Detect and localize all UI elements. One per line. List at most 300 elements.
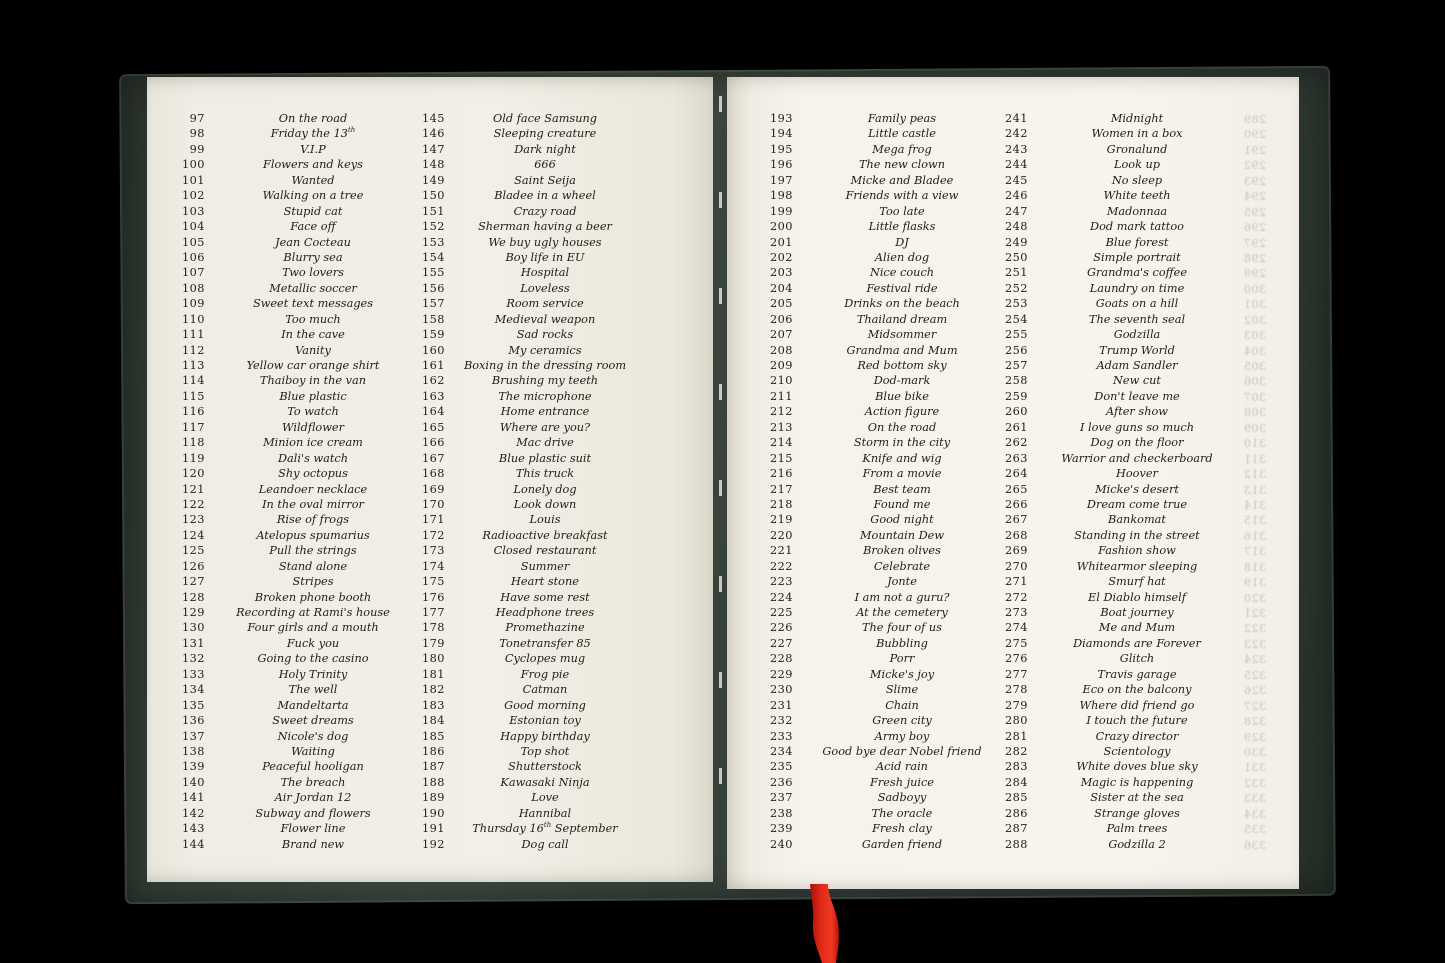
index-entry — [757, 512, 1011, 527]
index-entry — [409, 126, 645, 141]
entry-title: Pull the strings — [269, 544, 357, 558]
entry-title: Shutterstock — [508, 760, 582, 774]
index-entry — [757, 729, 1011, 744]
entry-title: Wildflower — [282, 420, 344, 434]
entry-title: We buy ugly houses — [488, 235, 602, 249]
index-entry — [757, 235, 1011, 250]
entry-title: Dog call — [521, 837, 569, 851]
index-entry — [169, 574, 421, 589]
entry-number: 139 — [181, 760, 205, 774]
bleedthrough-number: 309 — [1243, 421, 1266, 435]
entry-number: 220 — [769, 528, 793, 542]
entry-number: 261 — [1004, 420, 1028, 434]
index-entry — [757, 806, 1011, 821]
bleedthrough-number: 331 — [1243, 761, 1266, 775]
bleedthrough-number: 326 — [1243, 684, 1266, 698]
entry-title: Simple portrait — [1093, 250, 1181, 264]
index-column-1 — [169, 111, 421, 852]
entry-title: Broken phone booth — [254, 590, 372, 604]
entry-title: Broken olives — [863, 544, 941, 558]
entry-title: White teeth — [1103, 189, 1171, 203]
index-entry — [409, 157, 645, 172]
entry-number: 258 — [1004, 374, 1028, 388]
entry-number: 179 — [421, 636, 445, 650]
entry-number: 286 — [1004, 806, 1028, 820]
entry-number: 132 — [181, 652, 205, 666]
entry-title: I am not a guru? — [854, 590, 950, 604]
index-entry — [169, 482, 421, 497]
bleedthrough-number: 310 — [1243, 437, 1266, 451]
entry-number: 228 — [769, 652, 793, 666]
entry-title: Heart stone — [511, 575, 579, 589]
index-entry — [992, 188, 1246, 203]
entry-number: 190 — [421, 806, 445, 820]
entry-number: 125 — [181, 544, 205, 558]
bleedthrough-number: 293 — [1243, 174, 1266, 188]
entry-number: 263 — [1004, 451, 1028, 465]
entry-number: 277 — [1004, 667, 1028, 681]
bleedthrough-number: 289 — [1243, 113, 1266, 126]
index-entry — [757, 142, 1011, 157]
entry-title: Boy life in EU — [505, 250, 585, 264]
index-entry — [757, 497, 1011, 512]
index-entry — [757, 620, 1011, 635]
entry-number: 217 — [769, 482, 793, 496]
index-entry — [169, 404, 421, 419]
index-entry — [992, 837, 1246, 852]
index-entry — [757, 250, 1011, 265]
index-entry — [757, 173, 1011, 188]
entry-title: Action figure — [864, 405, 940, 419]
entry-title: Blue plastic — [279, 389, 347, 403]
index-entry — [992, 312, 1246, 327]
index-entry — [169, 235, 421, 250]
index-entry — [169, 188, 421, 203]
entry-number: 111 — [181, 328, 205, 342]
entry-title: Blue plastic suit — [498, 451, 592, 465]
index-entry — [169, 312, 421, 327]
entry-title: Going to the casino — [257, 652, 369, 666]
entry-number: 188 — [421, 775, 445, 789]
entry-title: The well — [288, 683, 338, 697]
index-entry — [409, 111, 645, 126]
index-entry — [757, 574, 1011, 589]
index-entry — [757, 312, 1011, 327]
entry-number: 267 — [1004, 513, 1028, 527]
bleedthrough-number: 334 — [1243, 807, 1266, 821]
entry-number: 110 — [181, 312, 205, 326]
entry-title: Blue bike — [875, 389, 929, 403]
index-entry — [992, 821, 1246, 836]
index-entry — [992, 358, 1246, 373]
index-entry — [409, 512, 645, 527]
index-entry — [992, 605, 1246, 620]
entry-title: Radioactive breakfast — [482, 528, 608, 542]
entry-number: 280 — [1004, 714, 1028, 728]
entry-title: Dark night — [514, 142, 576, 156]
bleedthrough-number: 291 — [1243, 143, 1266, 157]
entry-title: Boat journey — [1100, 606, 1174, 619]
entry-number: 197 — [769, 173, 793, 187]
index-entry — [169, 821, 421, 836]
entry-number: 282 — [1004, 744, 1028, 758]
bleedthrough-number: 315 — [1243, 514, 1266, 528]
index-entry — [992, 142, 1246, 157]
index-entry — [169, 512, 421, 527]
index-entry — [757, 543, 1011, 558]
index-entry — [757, 744, 1011, 759]
index-entry — [409, 806, 645, 821]
entry-title: Waiting — [291, 744, 335, 758]
index-entry — [169, 250, 421, 265]
entry-number: 252 — [1004, 281, 1028, 295]
index-entry — [992, 636, 1246, 651]
entry-title: Glitch — [1119, 652, 1155, 666]
entry-number: 146 — [421, 127, 445, 141]
entry-title: To watch — [287, 405, 339, 419]
entry-number: 222 — [769, 559, 793, 573]
index-entry — [409, 281, 645, 296]
entry-number: 144 — [181, 837, 205, 851]
entry-title: Tonetransfer 85 — [499, 636, 591, 650]
entry-number: 145 — [421, 112, 445, 125]
index-entry — [757, 296, 1011, 311]
entry-number: 254 — [1004, 312, 1028, 326]
index-entry — [757, 837, 1011, 852]
index-entry — [409, 296, 645, 311]
entry-number: 147 — [421, 142, 445, 156]
index-entry — [409, 250, 645, 265]
entry-title: Hoover — [1116, 467, 1158, 481]
index-entry — [169, 636, 421, 651]
entry-number: 279 — [1004, 698, 1028, 712]
entry-title: Friends with a view — [845, 189, 959, 203]
entry-title: Atelopus spumarius — [256, 528, 370, 542]
entry-title: Promethazine — [505, 621, 585, 635]
entry-number: 140 — [181, 775, 205, 789]
index-entry — [409, 713, 645, 728]
index-entry — [757, 821, 1011, 836]
entry-title: Trump World — [1099, 343, 1175, 357]
entry-title: Dod-mark — [873, 374, 931, 388]
entry-number: 276 — [1004, 652, 1028, 666]
entry-number: 229 — [769, 667, 793, 681]
index-entry — [169, 667, 421, 682]
bleedthrough-number: 336 — [1243, 838, 1266, 852]
entry-number: 174 — [421, 559, 445, 573]
entry-title: Whitearmor sleeping — [1076, 559, 1198, 573]
index-entry — [757, 682, 1011, 697]
entry-title: Catman — [522, 683, 568, 697]
entry-number: 126 — [181, 559, 205, 573]
bleedthrough-number: 329 — [1243, 730, 1266, 744]
entry-number: 236 — [769, 775, 793, 789]
entry-number: 184 — [421, 714, 445, 728]
index-column-2 — [409, 111, 645, 852]
entry-number: 150 — [421, 189, 445, 203]
entry-title: No sleep — [1111, 173, 1163, 187]
index-entry — [757, 111, 1011, 126]
entry-title: Micke and Bladee — [850, 173, 954, 187]
entry-number: 269 — [1004, 544, 1028, 558]
index-entry — [757, 281, 1011, 296]
index-entry — [992, 590, 1246, 605]
entry-title: Loveless — [520, 281, 570, 295]
entry-title: Metallic soccer — [269, 281, 357, 295]
entry-number: 157 — [421, 297, 445, 311]
entry-title: Too much — [285, 312, 341, 326]
bleedthrough-number: 314 — [1243, 498, 1266, 512]
entry-title: Too late — [879, 204, 925, 218]
index-entry — [409, 837, 645, 852]
index-entry — [992, 204, 1246, 219]
entry-title: Friday the 13th — [270, 126, 356, 141]
entry-title: Godzilla 2 — [1108, 837, 1166, 851]
entry-title: Dali's watch — [277, 451, 349, 465]
bleedthrough-number: 320 — [1243, 591, 1266, 605]
entry-number: 177 — [421, 606, 445, 619]
entry-number: 275 — [1004, 636, 1028, 650]
entry-title: Laundry on time — [1089, 281, 1185, 295]
entry-number: 284 — [1004, 775, 1028, 789]
index-entry — [757, 327, 1011, 342]
entry-title: The breach — [280, 775, 346, 789]
entry-title: Micke's desert — [1095, 482, 1179, 496]
entry-title: Stand alone — [278, 559, 348, 573]
entry-title: Sad rocks — [516, 328, 574, 342]
entry-title: Mandeltarta — [277, 698, 349, 712]
entry-number: 186 — [421, 744, 445, 758]
bleedthrough-number: 308 — [1243, 406, 1266, 420]
index-entry — [757, 343, 1011, 358]
index-entry — [757, 451, 1011, 466]
entry-number: 100 — [181, 158, 205, 172]
entry-number: 103 — [181, 204, 205, 218]
entry-title: Recording at Rami's house — [236, 606, 390, 619]
index-entry — [169, 142, 421, 157]
entry-title: Subway and flowers — [255, 806, 371, 820]
bleedthrough-number: 316 — [1243, 529, 1266, 543]
index-entry — [409, 574, 645, 589]
bleedthrough-number: 297 — [1243, 236, 1266, 250]
index-entry — [409, 497, 645, 512]
index-entry — [992, 451, 1246, 466]
entry-title: Leandoer necklace — [258, 482, 368, 496]
entry-title: New cut — [1113, 374, 1161, 388]
index-entry — [992, 235, 1246, 250]
entry-number: 278 — [1004, 683, 1028, 697]
index-entry — [409, 775, 645, 790]
bleedthrough-number: 311 — [1243, 452, 1266, 466]
entry-number: 260 — [1004, 405, 1028, 419]
index-entry — [757, 698, 1011, 713]
index-entry — [992, 775, 1246, 790]
entry-title: Travis garage — [1097, 667, 1177, 681]
index-entry — [409, 142, 645, 157]
entry-title: Bladee in a wheel — [494, 189, 596, 203]
index-entry — [409, 698, 645, 713]
entry-title: V.I.P — [300, 142, 326, 156]
entry-number: 165 — [421, 420, 445, 434]
entry-title: Boxing in the dressing room — [463, 359, 627, 372]
entry-number: 192 — [421, 837, 445, 851]
entry-title: 666 — [534, 158, 556, 172]
entry-number: 233 — [769, 729, 793, 743]
entry-number: 169 — [421, 482, 445, 496]
entry-number: 127 — [181, 575, 205, 589]
index-entry — [409, 636, 645, 651]
entry-title: Little flasks — [868, 220, 936, 234]
entry-number: 182 — [421, 683, 445, 697]
index-entry — [169, 219, 421, 234]
entry-title: I love guns so much — [1079, 420, 1195, 434]
entry-title: Cyclopes mug — [504, 652, 586, 666]
entry-number: 159 — [421, 328, 445, 342]
entry-number: 253 — [1004, 297, 1028, 311]
entry-number: 287 — [1004, 822, 1028, 836]
entry-number: 204 — [769, 281, 793, 295]
bleedthrough-number: 325 — [1243, 668, 1266, 682]
entry-title: Sherman having a beer — [478, 220, 612, 234]
entry-title: Where did friend go — [1079, 698, 1195, 712]
entry-title: Mountain Dew — [859, 528, 945, 542]
entry-title: Dog on the floor — [1090, 436, 1184, 450]
index-entry — [169, 713, 421, 728]
index-entry — [169, 698, 421, 713]
entry-number: 216 — [769, 467, 793, 481]
entry-title: Adam Sandler — [1096, 359, 1178, 372]
entry-title: Face off — [290, 220, 336, 234]
entry-title: Gronalund — [1106, 142, 1168, 156]
entry-number: 113 — [181, 359, 205, 372]
entry-number: 171 — [421, 513, 445, 527]
entry-title: In the cave — [281, 328, 345, 342]
entry-number: 98 — [189, 127, 205, 141]
entry-title: Sister at the sea — [1090, 791, 1184, 805]
index-entry — [992, 620, 1246, 635]
index-entry — [409, 373, 645, 388]
bleedthrough-number: 335 — [1243, 823, 1266, 837]
entry-number: 285 — [1004, 791, 1028, 805]
entry-title: Home entrance — [500, 405, 590, 419]
entry-number: 194 — [769, 127, 793, 141]
index-entry — [169, 451, 421, 466]
entry-title: Holy Trinity — [278, 667, 348, 681]
index-entry — [409, 219, 645, 234]
entry-number: 180 — [421, 652, 445, 666]
index-entry — [169, 775, 421, 790]
entry-number: 191 — [421, 822, 445, 836]
index-entry — [757, 373, 1011, 388]
index-entry — [169, 682, 421, 697]
entry-number: 212 — [769, 405, 793, 419]
entry-title: Where are you? — [499, 420, 591, 434]
index-entry — [409, 204, 645, 219]
index-entry — [992, 157, 1246, 172]
entry-number: 101 — [181, 173, 205, 187]
entry-number: 203 — [769, 266, 793, 280]
entry-number: 266 — [1004, 497, 1028, 511]
entry-title: In the oval mirror — [262, 497, 364, 511]
index-entry — [757, 790, 1011, 805]
index-entry — [409, 235, 645, 250]
entry-number: 273 — [1004, 606, 1028, 619]
entry-title: Dream come true — [1086, 497, 1188, 511]
index-entry — [757, 636, 1011, 651]
entry-number: 218 — [769, 497, 793, 511]
entry-number: 175 — [421, 575, 445, 589]
entry-title: Strange gloves — [1094, 806, 1180, 820]
index-entry — [169, 620, 421, 635]
index-entry — [992, 574, 1246, 589]
entry-number: 244 — [1004, 158, 1028, 172]
entry-number: 242 — [1004, 127, 1028, 141]
entry-number: 265 — [1004, 482, 1028, 496]
entry-title: Blurry sea — [283, 250, 343, 264]
entry-title: Thaiboy in the van — [259, 374, 367, 388]
entry-title: Little castle — [868, 127, 936, 141]
entry-title: Smurf hat — [1108, 575, 1166, 589]
entry-number: 130 — [181, 621, 205, 635]
entry-number: 213 — [769, 420, 793, 434]
entry-number: 160 — [421, 343, 445, 357]
index-entry — [992, 466, 1246, 481]
index-entry — [992, 667, 1246, 682]
entry-number: 246 — [1004, 189, 1028, 203]
index-entry — [992, 327, 1246, 342]
entry-number: 114 — [181, 374, 205, 388]
index-entry — [992, 651, 1246, 666]
entry-title: Wanted — [291, 173, 335, 187]
bleedthrough-number: 323 — [1243, 637, 1266, 651]
entry-title: Hannibal — [518, 806, 572, 820]
bleedthrough-number: 307 — [1243, 390, 1266, 404]
entry-number: 210 — [769, 374, 793, 388]
entry-title: Flowers and keys — [263, 158, 363, 172]
index-entry — [992, 404, 1246, 419]
entry-title: Bankomat — [1108, 513, 1166, 527]
entry-title: Thursday 16th September — [472, 821, 618, 836]
entry-title: Garden friend — [861, 837, 943, 851]
index-entry — [169, 837, 421, 852]
index-entry — [757, 265, 1011, 280]
index-entry — [409, 620, 645, 635]
entry-number: 161 — [421, 359, 445, 372]
entry-number: 239 — [769, 822, 793, 836]
entry-title: On the road — [278, 112, 348, 125]
index-entry — [757, 713, 1011, 728]
entry-title: Crazy director — [1095, 729, 1179, 743]
entry-title: Vanity — [295, 343, 331, 357]
index-entry — [992, 296, 1246, 311]
entry-number: 152 — [421, 220, 445, 234]
index-entry — [409, 651, 645, 666]
entry-title: Women in a box — [1091, 127, 1183, 141]
index-entry — [992, 250, 1246, 265]
entry-number: 199 — [769, 204, 793, 218]
entry-number: 108 — [181, 281, 205, 295]
entry-title: Top shot — [520, 744, 570, 758]
entry-number: 250 — [1004, 250, 1028, 264]
bleedthrough-number: 328 — [1243, 715, 1266, 729]
index-entry — [169, 157, 421, 172]
index-entry — [992, 126, 1246, 141]
entry-number: 168 — [421, 467, 445, 481]
bleedthrough-number: 322 — [1243, 622, 1266, 636]
index-entry — [409, 590, 645, 605]
entry-title: Scientology — [1103, 744, 1171, 758]
index-entry — [409, 389, 645, 404]
